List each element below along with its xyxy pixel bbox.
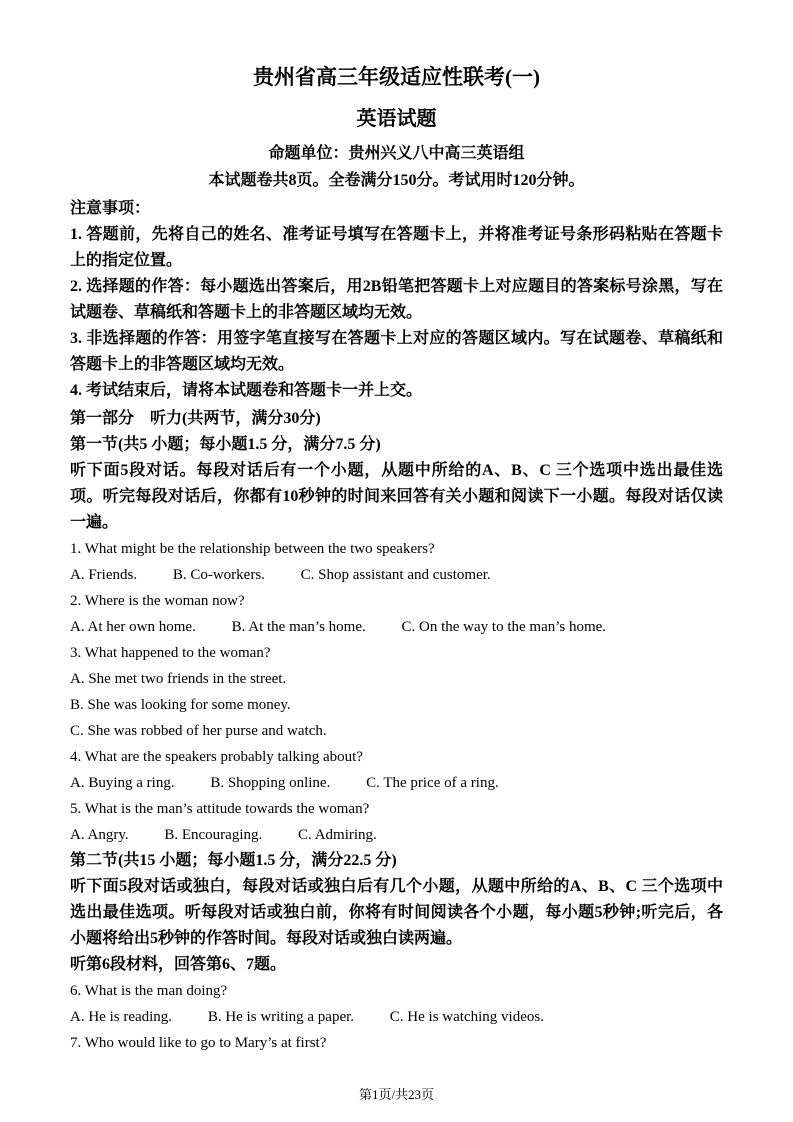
notices-heading: 注意事项：	[70, 200, 151, 217]
part1-heading: 第一部分 听力(共两节，满分30分)	[70, 410, 321, 427]
question-6-options	[70, 1004, 723, 1030]
question-4-options	[70, 770, 723, 796]
exam-subtitle: 英语试题	[356, 108, 437, 130]
section2-instructions: 听下面5段对话或独白，每段对话或独白后有几个小题，从题中所给的A、B、C 三个选项中选出最佳选项。听每段对话或独白前，你将有时间阅读各个小题，每小题5秒钟;听完后，各小题将给出5秒钟的作答时间。每段对话或独白读两遍。	[70, 878, 723, 947]
part1-section1	[70, 432, 723, 848]
question-2	[70, 588, 723, 640]
question-1-option-c: C. Shop assistant and customer.	[300, 567, 491, 583]
question-5-options	[70, 822, 723, 848]
question-5-option-a: A. Angry.	[70, 827, 129, 843]
question-4-option-c: C. The price of a ring.	[366, 775, 499, 791]
question-5-option-b: B. Encouraging.	[164, 827, 263, 843]
question-2-option-b: B. At the man’s home.	[231, 619, 366, 635]
question-1-options	[70, 562, 723, 588]
question-6-text: 6. What is the man doing?	[70, 983, 228, 999]
exam-meta	[70, 140, 723, 194]
question-1	[70, 536, 723, 588]
question-2-text: 2. Where is the woman now?	[70, 593, 245, 609]
question-5-option-c: C. Admiring.	[298, 827, 377, 843]
notice-item-1: 1. 答题前，先将自己的姓名、准考证号填写在答题卡上，并将准考证号条形码粘贴在答题卡上的指定位置。	[70, 226, 723, 269]
question-2-options	[70, 614, 723, 640]
notice-item-4: 4. 考试结束后，请将本试题卷和答题卡一并上交。	[70, 382, 423, 399]
question-1-option-a: A. Friends.	[70, 567, 138, 583]
notice-item-3: 3. 非选择题的作答：用签字笔直接写在答题卡上对应的答题区域内。写在试题卷、草稿纸和答题卡上的非答题区域均无效。	[70, 330, 723, 373]
question-6-option-b: B. He is writing a paper.	[207, 1009, 355, 1025]
part1	[70, 406, 723, 1056]
notices	[70, 196, 723, 404]
question-6	[70, 978, 723, 1030]
question-4	[70, 744, 723, 796]
question-2-option-a: A. At her own home.	[70, 619, 196, 635]
question-2-option-c: C. On the way to the man’s home.	[401, 619, 607, 635]
section2-material-note: 听第6段材料，回答第6、7题。	[70, 956, 287, 973]
question-6-option-a: A. He is reading.	[70, 1009, 173, 1025]
question-3-option-c: C. She was robbed of her purse and watch.	[70, 723, 327, 739]
question-6-option-c: C. He is watching videos.	[389, 1009, 544, 1025]
question-3-option-b: B. She was looking for some money.	[70, 697, 291, 713]
section1-heading: 第一节(共5 小题；每小题1.5 分，满分7.5 分)	[70, 436, 381, 453]
page-footer: 第1页/共23页	[358, 1087, 435, 1102]
question-3-text: 3. What happened to the woman?	[70, 645, 271, 661]
question-3	[70, 640, 723, 744]
question-4-text: 4. What are the speakers probably talking about?	[70, 749, 363, 765]
question-7	[70, 1030, 723, 1056]
section2-heading: 第二节(共15 小题；每小题1.5 分，满分22.5 分)	[70, 852, 397, 869]
part1-section2	[70, 848, 723, 1056]
question-1-option-b: B. Co-workers.	[172, 567, 265, 583]
question-4-option-a: A. Buying a ring.	[70, 775, 175, 791]
exam-info-line: 本试题卷共8页。全卷满分150分。考试用时120分钟。	[208, 172, 585, 189]
exam-title: 贵州省高三年级适应性联考(一)	[253, 65, 540, 89]
question-4-option-b: B. Shopping online.	[210, 775, 331, 791]
question-3-option-a: A. She met two friends in the street.	[70, 671, 287, 687]
exam-unit-line: 命题单位：贵州兴义八中高三英语组	[268, 145, 525, 162]
section1-instructions: 听下面5段对话。每段对话后有一个小题，从题中所给的A、B、C 三个选项中选出最佳选项。听完每段对话后，你都有10秒钟的时间来回答有关小题和阅读下一小题。每段对话仅读一遍。	[70, 462, 723, 531]
notice-item-2: 2. 选择题的作答：每小题选出答案后，用2B铅笔把答题卡上对应题目的答案标号涂黑，写在试题卷、草稿纸和答题卡上的非答题区域均无效。	[70, 278, 723, 321]
question-5-text: 5. What is the man’s attitude towards the woman?	[70, 801, 370, 817]
question-1-text: 1. What might be the relationship between the two speakers?	[70, 541, 435, 557]
question-5	[70, 796, 723, 848]
question-7-text: 7. Who would like to go to Mary’s at first?	[70, 1035, 327, 1051]
